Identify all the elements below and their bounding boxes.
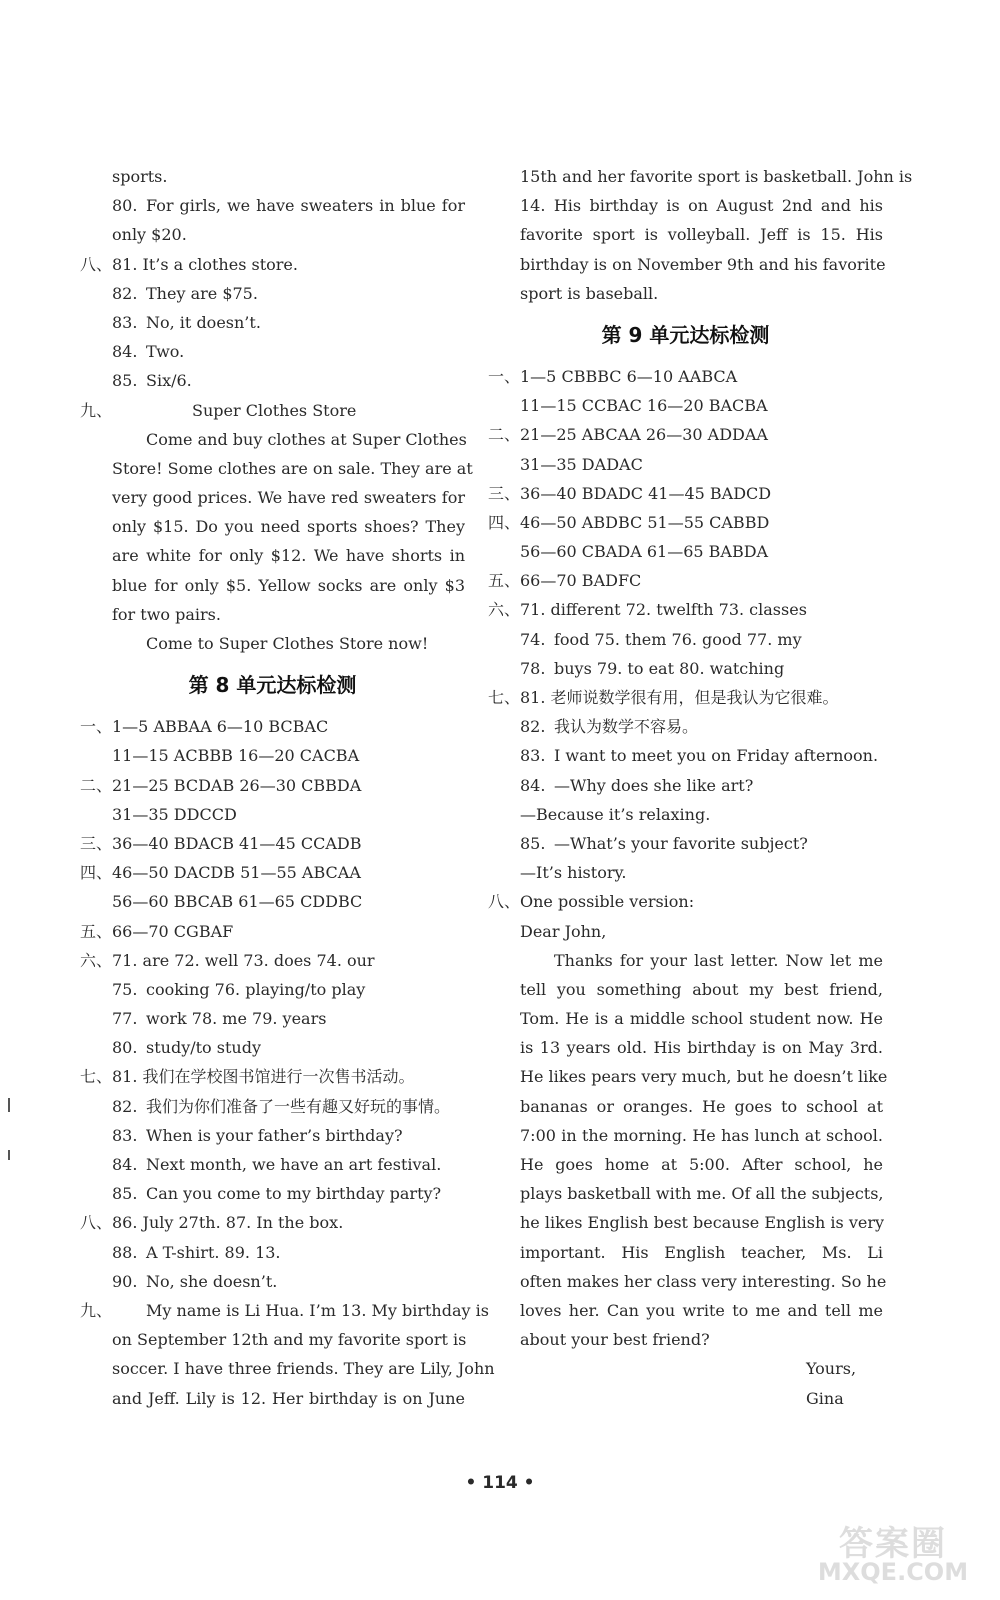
- answer-text: 21—25 ABCAA 26—30 ADDAA: [520, 425, 768, 445]
- answer-text: —What’s your favorite subject?: [554, 833, 808, 853]
- answer-line: [488, 858, 883, 887]
- answer-text: 81. It’s a clothes store.: [112, 254, 298, 274]
- answer-line: [80, 1004, 465, 1033]
- answer-line: [488, 800, 883, 829]
- answer-text: No, it doesn’t.: [146, 312, 261, 332]
- answer-text: sports.: [112, 167, 168, 186]
- answer-line: [488, 220, 883, 249]
- answer-line: [80, 887, 465, 916]
- answer-line: [80, 337, 465, 366]
- answer-line: [80, 366, 465, 395]
- answer-line: [80, 1296, 489, 1325]
- answer-text: A T-shirt. 89. 13.: [146, 1242, 281, 1262]
- answer-text: 14. His birthday is on August 2nd and his: [520, 196, 883, 216]
- answer-text: 31—35 DADAC: [520, 454, 643, 474]
- answer-line: [80, 800, 465, 829]
- answer-text: work 78. me 79. years: [146, 1009, 327, 1029]
- answer-text: buys 79. to eat 80. watching: [554, 658, 785, 678]
- answer-line: [80, 741, 465, 770]
- answer-text: important. His English teacher, Ms. Li: [520, 1242, 883, 1262]
- item-number: 84.: [112, 342, 138, 362]
- answer-text: often makes her class very interesting. So he: [520, 1271, 887, 1291]
- answer-text: cooking 76. playing/to play: [146, 979, 366, 999]
- answer-text: —It’s history.: [520, 863, 627, 883]
- answer-line: [488, 1238, 883, 1267]
- answer-text: He goes home at 5:00. After school, he: [520, 1155, 883, 1174]
- answer-line: [488, 771, 883, 800]
- item-number: 88.: [112, 1242, 138, 1262]
- answer-line: [80, 917, 465, 946]
- answer-line: [488, 1004, 883, 1033]
- answer-text: and Jeff. Lily is 12. Her birthday is on June: [112, 1388, 465, 1408]
- answer-line: [80, 1325, 465, 1354]
- answer-line: [80, 250, 465, 279]
- answer-text: Dear John,: [520, 921, 607, 941]
- answer-line: [80, 1354, 495, 1383]
- answer-line: [80, 629, 465, 658]
- item-number: 82.: [520, 717, 546, 737]
- item-number: 80.: [112, 196, 138, 216]
- item-number: 四、: [488, 512, 521, 532]
- answer-line: [488, 1384, 883, 1413]
- answer-line: [80, 1062, 465, 1091]
- answer-text: 36—40 BDADC 41—45 BADCD: [520, 483, 772, 503]
- answer-text: 71. are 72. well 73. does 74. our: [112, 950, 375, 970]
- answer-line: [80, 162, 465, 191]
- item-number: 二、: [80, 775, 113, 795]
- answer-line: [488, 1208, 883, 1237]
- answer-text: Can you come to my birthday party?: [146, 1184, 442, 1204]
- essay-title: Super Clothes Store: [192, 400, 357, 420]
- answer-line: [488, 887, 883, 916]
- answer-text: Come and buy clothes at Super Clothes: [146, 429, 467, 449]
- item-number: 三、: [488, 483, 521, 503]
- answer-line: [80, 396, 465, 425]
- answer-line: [488, 1179, 883, 1208]
- item-number: 83.: [112, 1125, 138, 1145]
- answer-line: [488, 683, 883, 712]
- item-number: 82.: [112, 283, 138, 303]
- answer-text: very good prices. We have red sweaters for: [112, 488, 465, 508]
- answer-text: food 75. them 76. good 77. my: [554, 629, 802, 649]
- answer-text: on September 12th and my favorite sport is: [112, 1330, 467, 1350]
- section-heading: 第 9 单元达标检测: [601, 322, 770, 347]
- watermark-logo: [808, 1516, 978, 1586]
- answer-line: [80, 1208, 465, 1237]
- answer-line: [488, 279, 883, 308]
- answer-line: [488, 1121, 883, 1150]
- item-number: 83.: [112, 312, 138, 332]
- answer-text: 我们为你们准备了一些有趣又好玩的事情。: [146, 1096, 451, 1116]
- answer-text: 71. different 72. twelfth 73. classes: [520, 600, 807, 620]
- answer-line: [488, 975, 883, 1004]
- answer-text: about your best friend?: [520, 1330, 710, 1350]
- item-number: 74.: [520, 629, 546, 649]
- answer-text: birthday is on November 9th and his favorite: [520, 254, 886, 274]
- answer-line: [80, 1121, 465, 1150]
- answer-line: [488, 625, 883, 654]
- answer-text: 81. 老师说数学很有用，但是我认为它很难。: [520, 688, 839, 707]
- answer-line: [488, 250, 886, 279]
- answer-line: [80, 1238, 465, 1267]
- answer-line: [488, 712, 883, 741]
- answer-text: 1—5 CBBBC 6—10 AABCA: [520, 366, 738, 386]
- margin-mark: [8, 1150, 10, 1160]
- answer-line: [488, 741, 883, 770]
- answer-text: 1—5 ABBAA 6—10 BCBAC: [112, 717, 329, 737]
- answer-line: [80, 279, 465, 308]
- answer-line: [80, 946, 465, 975]
- item-number: 85.: [112, 1184, 138, 1204]
- answer-text: Store! Some clothes are on sale. They are at: [112, 458, 473, 478]
- item-number: 八、: [488, 892, 521, 912]
- item-number: 二、: [488, 425, 521, 445]
- answer-line: [80, 1150, 465, 1179]
- answer-line: [80, 1033, 465, 1062]
- answer-text: 46—50 ABDBC 51—55 CABBD: [520, 512, 770, 532]
- answer-line: [488, 1062, 888, 1091]
- answer-text: only $15. Do you need sports shoes? They: [112, 517, 465, 537]
- answer-line: [488, 566, 883, 595]
- answer-line: [80, 1267, 465, 1296]
- answer-text: 11—15 ACBBB 16—20 CACBA: [112, 746, 360, 766]
- item-number: 一、: [80, 717, 113, 737]
- watermark-line1: 答案圈: [839, 1524, 947, 1564]
- item-number: 八、: [80, 1213, 113, 1233]
- answer-line: [488, 1296, 883, 1325]
- answer-line: [80, 712, 465, 741]
- answer-text: Tom. He is a middle school student now. He: [520, 1009, 883, 1029]
- answer-line: [80, 771, 465, 800]
- answer-line: [488, 362, 883, 391]
- right-column: [488, 162, 913, 1413]
- answer-text: No, she doesn’t.: [146, 1271, 278, 1291]
- answer-text: 66—70 BADFC: [520, 571, 642, 591]
- answer-text: 81. 我们在学校图书馆进行一次售书活动。: [112, 1067, 415, 1087]
- answer-line: [488, 946, 883, 975]
- answer-text: 86. July 27th. 87. In the box.: [112, 1213, 344, 1233]
- answer-line: [488, 829, 883, 858]
- answer-text: —Why does she like art?: [554, 775, 754, 795]
- watermark-line2: MXQE.COM: [817, 1558, 969, 1586]
- answer-line: [488, 917, 883, 946]
- answer-line: [488, 654, 883, 683]
- answer-line: [488, 1033, 883, 1062]
- item-number: 七、: [488, 688, 521, 707]
- answer-text: 56—60 BBCAB 61—65 CDDBC: [112, 892, 363, 912]
- item-number: 六、: [488, 600, 521, 620]
- answer-line: [488, 391, 883, 420]
- answer-text: are white for only $12. We have shorts in: [112, 546, 465, 566]
- answer-line: [80, 1179, 465, 1208]
- item-number: 85.: [112, 371, 138, 391]
- item-number: 83.: [520, 746, 546, 766]
- answer-text: sport is baseball.: [520, 283, 659, 303]
- answer-text: 21—25 BCDAB 26—30 CBBDA: [112, 775, 362, 795]
- item-number: 90.: [112, 1271, 138, 1291]
- answer-text: only $20.: [112, 225, 187, 245]
- answer-line: [488, 1092, 883, 1121]
- answer-text: 46—50 DACDB 51—55 ABCAA: [112, 863, 361, 883]
- item-number: 78.: [520, 658, 546, 678]
- answer-text: He likes pears very much, but he doesn’t like: [520, 1067, 888, 1087]
- answer-line: [80, 512, 465, 541]
- page-number: • 114 •: [465, 1473, 535, 1493]
- answer-text: Come to Super Clothes Store now!: [146, 634, 429, 653]
- answer-line: [80, 541, 465, 570]
- answer-line: [80, 308, 465, 337]
- answer-line: [80, 975, 465, 1004]
- item-number: 75.: [112, 979, 138, 999]
- item-number: 84.: [520, 775, 546, 795]
- answer-line: [488, 1325, 883, 1354]
- answer-text: My name is Li Hua. I’m 13. My birthday is: [146, 1300, 489, 1320]
- answer-text: I want to meet you on Friday afternoon.: [554, 746, 879, 766]
- answer-text: When is your father’s birthday?: [146, 1125, 403, 1145]
- answer-line: [488, 450, 883, 479]
- answer-line: [488, 162, 913, 191]
- margin-mark: [8, 1098, 10, 1112]
- answer-line: [488, 420, 883, 449]
- answer-text: for two pairs.: [112, 604, 221, 624]
- answer-text: tell you something about my best friend,: [520, 979, 883, 999]
- item-number: 九、: [80, 1300, 113, 1320]
- answer-line: [488, 1267, 887, 1296]
- answer-line: [80, 858, 465, 887]
- left-column: [80, 162, 495, 1413]
- item-number: 七、: [80, 1067, 113, 1087]
- answer-text: plays basketball with me. Of all the subjects,: [520, 1184, 884, 1204]
- answer-text: soccer. I have three friends. They are Lily, John: [112, 1359, 495, 1379]
- answer-line: [80, 1384, 465, 1413]
- answer-text: 66—70 CGBAF: [112, 921, 234, 941]
- answer-line: [488, 537, 883, 566]
- item-number: 六、: [80, 950, 113, 970]
- answer-text: Gina: [806, 1388, 844, 1408]
- answer-text: For girls, we have sweaters in blue for: [146, 196, 465, 216]
- answer-text: 15th and her favorite sport is basketball. John is: [520, 167, 913, 186]
- answer-line: [80, 454, 473, 483]
- answer-line: [80, 829, 465, 858]
- item-number: 三、: [80, 833, 113, 853]
- answer-line: [80, 191, 465, 220]
- answer-line: [80, 483, 465, 512]
- answer-text: loves her. Can you write to me and tell me: [520, 1300, 883, 1320]
- answer-line: [488, 1354, 883, 1383]
- answer-text: 56—60 CBADA 61—65 BABDA: [520, 542, 769, 562]
- answer-text: Two.: [146, 342, 185, 362]
- answer-line: [488, 508, 883, 537]
- answer-text: They are $75.: [146, 283, 258, 303]
- item-number: 五、: [80, 921, 113, 941]
- answer-text: —Because it’s relaxing.: [520, 804, 711, 824]
- answer-text: favorite sport is volleyball. Jeff is 15. His: [520, 225, 883, 245]
- answer-line: [488, 191, 883, 220]
- answer-text: Thanks for your last letter. Now let me: [554, 950, 883, 970]
- item-number: 五、: [488, 571, 521, 591]
- item-number: 80.: [112, 1038, 138, 1058]
- answer-text: Next month, we have an art festival.: [146, 1155, 442, 1174]
- answer-text: he likes English best because English is very: [520, 1213, 885, 1233]
- item-number: 82.: [112, 1096, 138, 1116]
- answer-line: [488, 479, 883, 508]
- answer-text: Yours,: [806, 1359, 857, 1379]
- answer-text: 我认为数学不容易。: [554, 717, 699, 737]
- answer-text: 36—40 BDACB 41—45 CCADB: [112, 833, 362, 853]
- answer-text: is 13 years old. His birthday is on May 3rd.: [520, 1038, 883, 1058]
- item-number: 八、: [80, 254, 113, 274]
- answer-text: blue for only $5. Yellow socks are only $3: [112, 575, 465, 595]
- section-heading: 第 8 单元达标检测: [188, 673, 357, 698]
- answer-text: One possible version:: [520, 892, 695, 912]
- item-number: 四、: [80, 863, 113, 883]
- answer-text: Six/6.: [146, 371, 192, 391]
- item-number: 85.: [520, 833, 546, 853]
- answer-line: [80, 571, 465, 600]
- answer-line: [80, 1092, 465, 1121]
- answer-line: [80, 220, 465, 249]
- item-number: 九、: [80, 400, 113, 420]
- answer-text: 7:00 in the morning. He has lunch at school.: [520, 1125, 883, 1145]
- answer-text: 31—35 DDCCD: [112, 804, 237, 824]
- answer-line: [488, 1150, 883, 1179]
- item-number: 77.: [112, 1009, 138, 1029]
- answer-line: [488, 595, 883, 624]
- item-number: 84.: [112, 1155, 138, 1174]
- answer-line: [80, 600, 465, 629]
- item-number: 一、: [488, 366, 521, 386]
- answer-text: study/to study: [146, 1038, 261, 1058]
- answer-text: 11—15 CCBAC 16—20 BACBA: [520, 396, 768, 416]
- answer-line: [80, 425, 465, 454]
- answer-text: bananas or oranges. He goes to school at: [520, 1096, 883, 1116]
